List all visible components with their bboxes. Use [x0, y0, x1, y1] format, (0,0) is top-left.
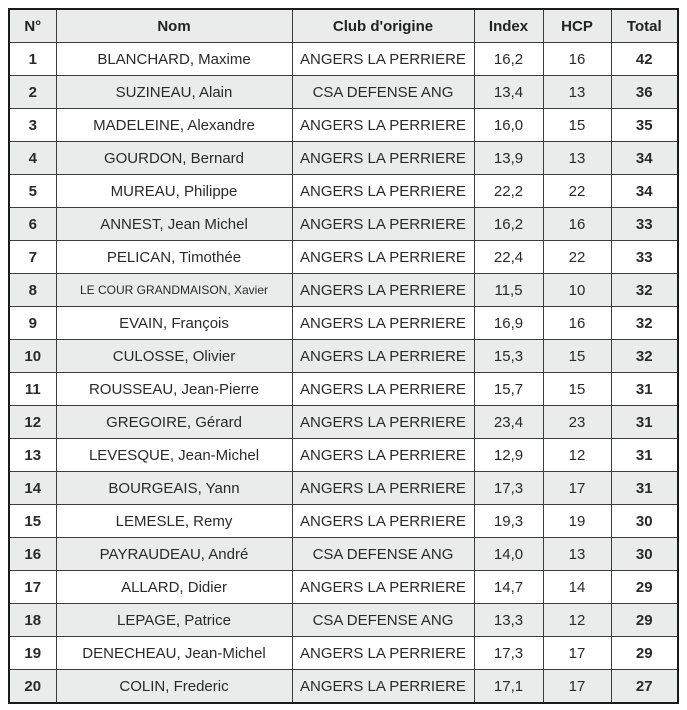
table-row	[9, 307, 678, 340]
cell-hcp: 13	[543, 76, 611, 109]
cell-index: 15,3	[474, 340, 543, 373]
cell-total: 42	[611, 43, 678, 76]
cell-index: 16,2	[474, 208, 543, 241]
cell-num: 1	[9, 43, 56, 76]
cell-total: 32	[611, 274, 678, 307]
cell-total: 31	[611, 406, 678, 439]
cell-club: ANGERS LA PERRIERE	[292, 208, 474, 241]
cell-hcp: 16	[543, 307, 611, 340]
header-hcp: HCP	[543, 9, 611, 43]
cell-club: ANGERS LA PERRIERE	[292, 637, 474, 670]
cell-num: 8	[9, 274, 56, 307]
cell-total: 31	[611, 472, 678, 505]
cell-club: ANGERS LA PERRIERE	[292, 307, 474, 340]
cell-total: 34	[611, 175, 678, 208]
cell-index: 15,7	[474, 373, 543, 406]
cell-hcp: 15	[543, 109, 611, 142]
cell-total: 30	[611, 538, 678, 571]
cell-num: 10	[9, 340, 56, 373]
cell-total: 27	[611, 670, 678, 704]
cell-club: ANGERS LA PERRIERE	[292, 406, 474, 439]
cell-total: 33	[611, 241, 678, 274]
cell-club: ANGERS LA PERRIERE	[292, 670, 474, 704]
cell-index: 22,4	[474, 241, 543, 274]
cell-num: 18	[9, 604, 56, 637]
cell-name: COLIN, Frederic	[56, 670, 292, 704]
table-row	[9, 175, 678, 208]
cell-club: CSA DEFENSE ANG	[292, 538, 474, 571]
cell-name: GOURDON, Bernard	[56, 142, 292, 175]
cell-name: LEMESLE, Remy	[56, 505, 292, 538]
cell-club: ANGERS LA PERRIERE	[292, 340, 474, 373]
cell-name: PAYRAUDEAU, André	[56, 538, 292, 571]
cell-name: CULOSSE, Olivier	[56, 340, 292, 373]
cell-hcp: 13	[543, 142, 611, 175]
cell-name: ANNEST, Jean Michel	[56, 208, 292, 241]
cell-name: BOURGEAIS, Yann	[56, 472, 292, 505]
cell-name: LEPAGE, Patrice	[56, 604, 292, 637]
cell-total: 36	[611, 76, 678, 109]
cell-num: 14	[9, 472, 56, 505]
cell-index: 17,1	[474, 670, 543, 704]
cell-index: 14,7	[474, 571, 543, 604]
table-row	[9, 538, 678, 571]
cell-name: SUZINEAU, Alain	[56, 76, 292, 109]
cell-total: 33	[611, 208, 678, 241]
cell-name: EVAIN, François	[56, 307, 292, 340]
cell-total: 34	[611, 142, 678, 175]
cell-index: 19,3	[474, 505, 543, 538]
cell-index: 16,0	[474, 109, 543, 142]
header-index: Index	[474, 9, 543, 43]
cell-index: 17,3	[474, 637, 543, 670]
cell-index: 13,3	[474, 604, 543, 637]
cell-hcp: 17	[543, 670, 611, 704]
cell-club: ANGERS LA PERRIERE	[292, 274, 474, 307]
cell-hcp: 14	[543, 571, 611, 604]
table-row	[9, 109, 678, 142]
cell-total: 29	[611, 604, 678, 637]
cell-index: 13,4	[474, 76, 543, 109]
cell-index: 17,3	[474, 472, 543, 505]
cell-club: CSA DEFENSE ANG	[292, 604, 474, 637]
cell-hcp: 17	[543, 637, 611, 670]
cell-hcp: 17	[543, 472, 611, 505]
cell-name: ALLARD, Didier	[56, 571, 292, 604]
table-row	[9, 373, 678, 406]
cell-hcp: 16	[543, 208, 611, 241]
cell-total: 29	[611, 637, 678, 670]
cell-index: 23,4	[474, 406, 543, 439]
cell-num: 16	[9, 538, 56, 571]
cell-hcp: 16	[543, 43, 611, 76]
cell-hcp: 13	[543, 538, 611, 571]
cell-club: ANGERS LA PERRIERE	[292, 472, 474, 505]
cell-num: 6	[9, 208, 56, 241]
results-table	[8, 8, 679, 704]
cell-hcp: 15	[543, 340, 611, 373]
cell-club: CSA DEFENSE ANG	[292, 76, 474, 109]
cell-club: ANGERS LA PERRIERE	[292, 175, 474, 208]
cell-num: 9	[9, 307, 56, 340]
table-body	[9, 43, 678, 704]
table-row	[9, 274, 678, 307]
cell-name: LEVESQUE, Jean-Michel	[56, 439, 292, 472]
table-header	[9, 9, 678, 43]
cell-name: BLANCHARD, Maxime	[56, 43, 292, 76]
header-total: Total	[611, 9, 678, 43]
cell-hcp: 19	[543, 505, 611, 538]
header-club: Club d'origine	[292, 9, 474, 43]
table-row	[9, 439, 678, 472]
cell-name: LE COUR GRANDMAISON, Xavier	[56, 274, 292, 307]
cell-name: ROUSSEAU, Jean-Pierre	[56, 373, 292, 406]
cell-total: 35	[611, 109, 678, 142]
header-row	[9, 9, 678, 43]
header-name: Nom	[56, 9, 292, 43]
cell-index: 11,5	[474, 274, 543, 307]
header-num: N°	[9, 9, 56, 43]
cell-club: ANGERS LA PERRIERE	[292, 373, 474, 406]
cell-hcp: 22	[543, 175, 611, 208]
cell-num: 13	[9, 439, 56, 472]
cell-num: 5	[9, 175, 56, 208]
cell-index: 22,2	[474, 175, 543, 208]
cell-index: 14,0	[474, 538, 543, 571]
table-row	[9, 208, 678, 241]
table-row	[9, 472, 678, 505]
cell-num: 15	[9, 505, 56, 538]
cell-index: 13,9	[474, 142, 543, 175]
cell-total: 29	[611, 571, 678, 604]
cell-total: 32	[611, 340, 678, 373]
cell-index: 16,9	[474, 307, 543, 340]
table-row	[9, 406, 678, 439]
table-row	[9, 670, 678, 704]
cell-club: ANGERS LA PERRIERE	[292, 142, 474, 175]
cell-total: 31	[611, 439, 678, 472]
cell-name: PELICAN, Timothée	[56, 241, 292, 274]
cell-club: ANGERS LA PERRIERE	[292, 241, 474, 274]
table-row	[9, 241, 678, 274]
cell-index: 16,2	[474, 43, 543, 76]
cell-num: 19	[9, 637, 56, 670]
cell-club: ANGERS LA PERRIERE	[292, 505, 474, 538]
cell-name: MADELEINE, Alexandre	[56, 109, 292, 142]
cell-num: 7	[9, 241, 56, 274]
cell-hcp: 12	[543, 439, 611, 472]
cell-total: 32	[611, 307, 678, 340]
table-row	[9, 571, 678, 604]
cell-club: ANGERS LA PERRIERE	[292, 43, 474, 76]
table-row	[9, 142, 678, 175]
cell-num: 12	[9, 406, 56, 439]
cell-club: ANGERS LA PERRIERE	[292, 109, 474, 142]
cell-hcp: 15	[543, 373, 611, 406]
cell-name: DENECHEAU, Jean-Michel	[56, 637, 292, 670]
cell-name: MUREAU, Philippe	[56, 175, 292, 208]
cell-num: 3	[9, 109, 56, 142]
cell-total: 31	[611, 373, 678, 406]
cell-index: 12,9	[474, 439, 543, 472]
cell-club: ANGERS LA PERRIERE	[292, 571, 474, 604]
cell-num: 11	[9, 373, 56, 406]
cell-hcp: 10	[543, 274, 611, 307]
table-row	[9, 637, 678, 670]
cell-hcp: 22	[543, 241, 611, 274]
table-row	[9, 604, 678, 637]
cell-num: 2	[9, 76, 56, 109]
cell-hcp: 12	[543, 604, 611, 637]
cell-num: 4	[9, 142, 56, 175]
table-row	[9, 43, 678, 76]
table-row	[9, 76, 678, 109]
cell-club: ANGERS LA PERRIERE	[292, 439, 474, 472]
cell-num: 20	[9, 670, 56, 704]
cell-num: 17	[9, 571, 56, 604]
cell-total: 30	[611, 505, 678, 538]
table-row	[9, 340, 678, 373]
cell-hcp: 23	[543, 406, 611, 439]
table-row	[9, 505, 678, 538]
cell-name: GREGOIRE, Gérard	[56, 406, 292, 439]
